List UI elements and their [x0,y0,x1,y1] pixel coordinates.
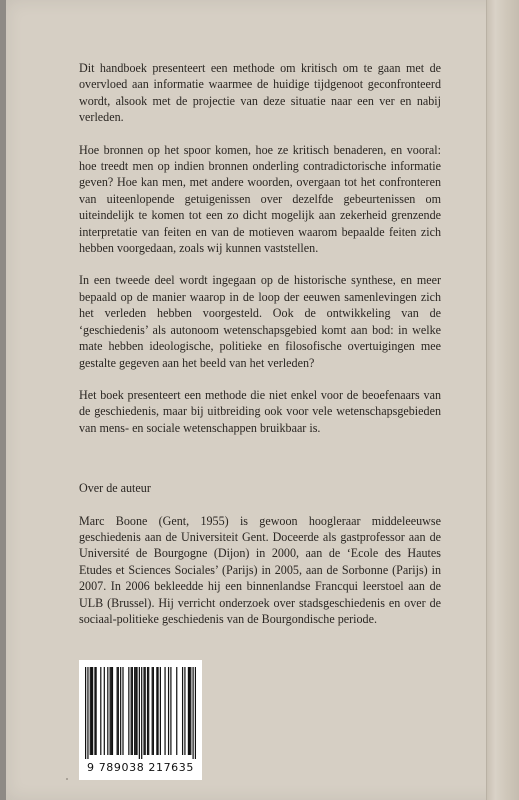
barcode-bar [157,667,158,755]
barcode-bar [139,667,140,759]
barcode-bar [184,667,185,755]
barcode-bar [190,667,191,755]
book-spine-edge [486,0,519,800]
barcode-bar [107,667,108,755]
barcode-bar [168,667,169,755]
barcode-bar [136,667,137,755]
barcode-bar [156,667,157,755]
barcode-bar [176,667,177,755]
barcode-bar [120,667,121,755]
barcode-bar [87,667,88,759]
barcode-bar [188,667,189,755]
barcode-bar [100,667,101,755]
barcode-bar [85,667,86,759]
barcode-bar [128,667,129,755]
barcode-bar [104,667,105,755]
barcode [79,660,202,780]
barcode-bar [111,667,112,755]
barcode-bar [189,667,190,755]
barcode-bar [148,667,149,755]
barcode-bars [85,667,196,759]
barcode-bar [195,667,196,759]
blurb-paragraph-2: Hoe bronnen op het spoor komen, hoe ze kritisch benaderen, en vooral: hoe treedt men op indien bronnen onderling contradictorische informatie geven? Hoe kan men, met andere woorden, overgaan tot het confronteren van uiteenlopende getuigenissen over dezelfde gebeurtenissen om uiteindelijk te komen tot een zo dicht mogelijk aan zekerheid grenzende interpretatie van feiten en van de motieven waarom bepaalde feiten zich hebben voorgedaan, zoals wij kunnen vaststellen. [79,142,441,256]
barcode-bar [170,667,171,755]
barcode-bar [147,667,148,755]
barcode-bar [145,667,146,755]
barcode-bar [192,667,193,759]
barcode-bar [122,667,123,755]
barcode-bar [110,667,111,755]
author-bio: Marc Boone (Gent, 1955) is gewoon hoogleraar middeleeuwse geschiedenis aan de Universiteit Gent. Doceerde als gastprofessor aan de Université de Bourgogne (Dijon) in 2000, aan de ‘Ecole des Hautes Etudes et Sciences Sociales’ (Parijs) in 2005, aan de Sorbonne (Parijs) in 2007. In 2006 bekleedde hij een binnenlandse Francqui leerstoel aan de ULB (Brussel). Hij verricht onderzoek over stadsgeschiedenis en over de sociaal-politieke geschiedenis van de Bourgondische periode. [79,513,441,626]
barcode-bar [134,667,135,755]
barcode-bar [96,667,97,755]
barcode-bar [117,667,118,755]
barcode-bar [91,667,92,755]
barcode-bar [135,667,136,755]
barcode-bar [153,667,154,755]
isbn-number: 9 789038 217635 [87,761,194,774]
paper-speck [66,778,68,780]
barcode-bar [160,667,161,755]
barcode-bar [131,667,132,755]
blurb-paragraph-4: Het boek presenteert een methode die niet enkel voor de beoefenaars van de geschiedenis, maar bij uitbreiding ook voor vele wetenschapsgebieden van mens- en sociale wetenschappen bruikbaar is. [79,387,441,435]
barcode-bar [94,667,95,755]
author-heading: Over de auteur [79,481,151,496]
barcode-bar [118,667,119,755]
barcode-bar [112,667,113,755]
barcode-bar [152,667,153,755]
barcode-bar [132,667,133,755]
blurb-paragraph-3: In een tweede deel wordt ingegaan op de historische synthese, en meer bepaald op de manier waarop in de loop der eeuwen samenlevingen zich het verleden hebben voorgesteld. Ook de ontwikkeling van de ‘geschiedenis’ als autonoom wetenschapsgebied komt aan bod: in welke mate hebben ideologische, politieke en filosofische overtuigingen mee gestalte gegeven aan het beeld van het verleden? [79,273,441,370]
barcode-bar [92,667,93,755]
barcode-bar [90,667,91,755]
back-cover-text [79,60,441,643]
barcode-bar [143,667,144,755]
barcode-bar [164,667,165,755]
barcode-bar [182,667,183,755]
blurb-paragraph-1: Dit handboek presenteert een methode om kritisch om te gaan met de overvloed aan informatie waarmee de huidige tijdgenoot geconfronteerd wordt, alsook met de projectie van deze situatie naar een ver en nabij verleden. [79,61,441,125]
barcode-bar [141,667,142,759]
